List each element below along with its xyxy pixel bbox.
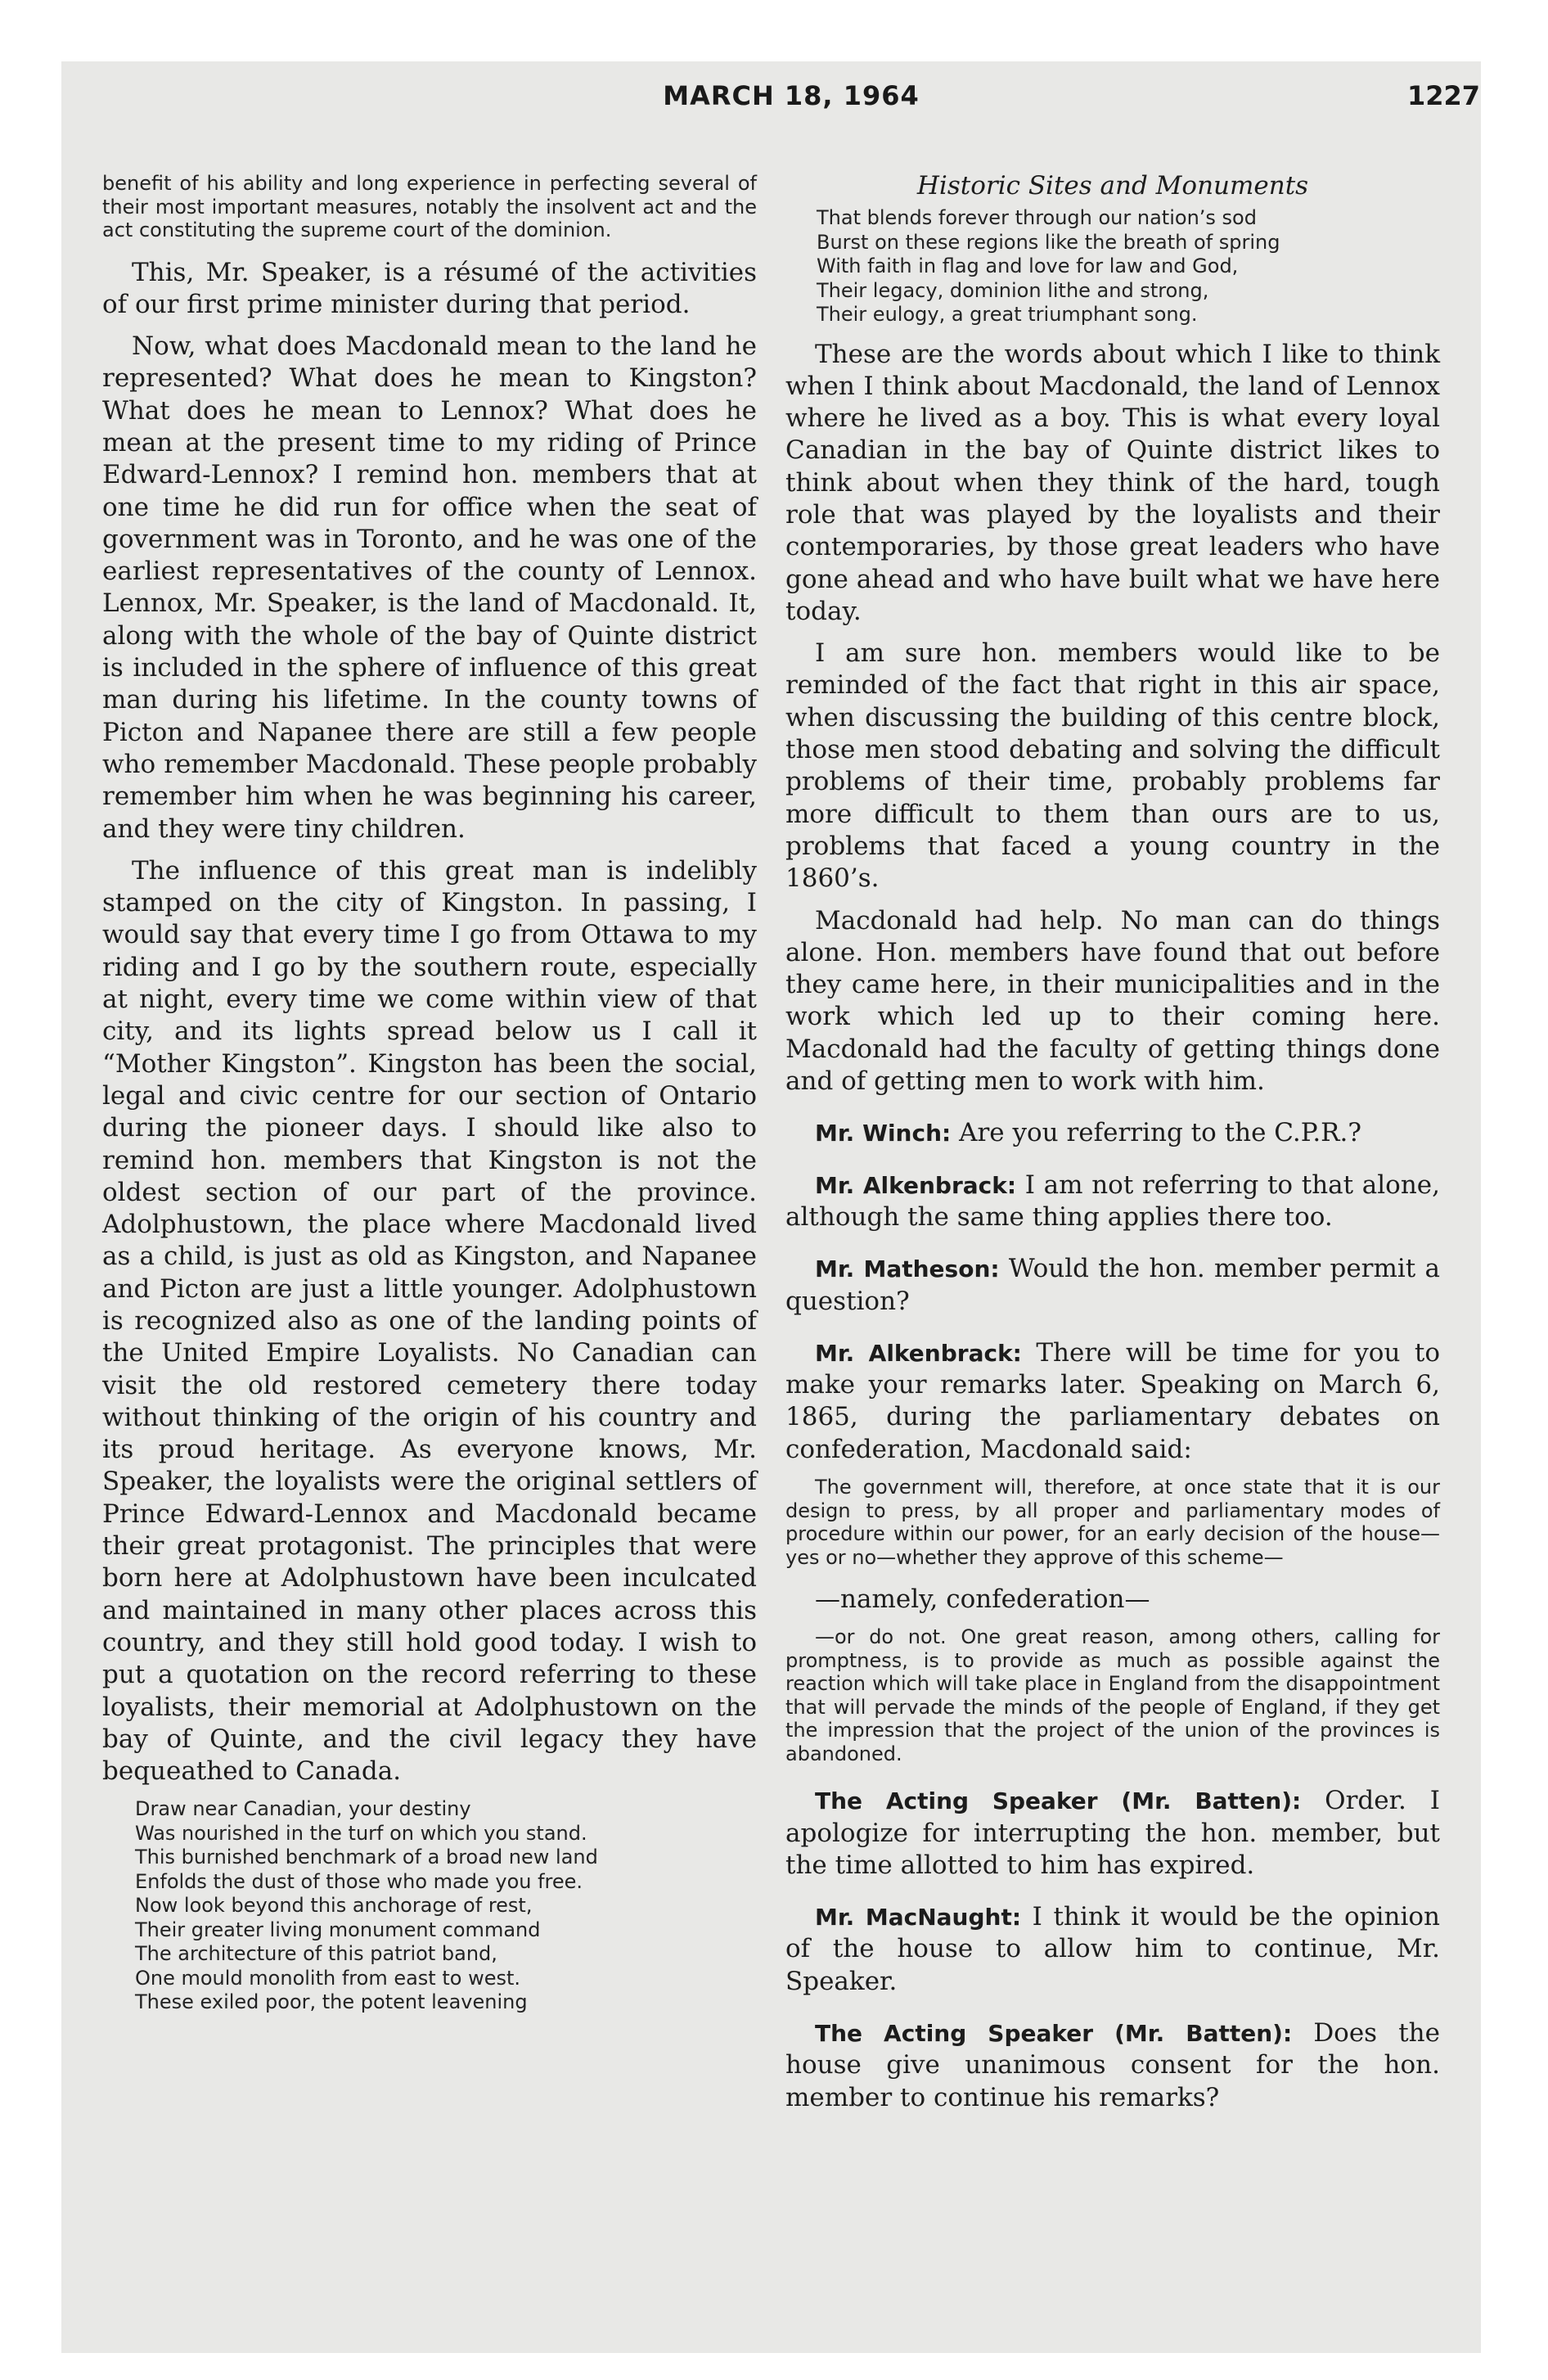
speech-text: Are you referring to the C.P.R.? — [959, 1118, 1361, 1148]
paragraph: I am sure hon. members would like to be reminded of the fact that right in this air space, when discussing the building of this centre block, those men stood debating and solving the difficult problems of their time, probably problems far more difficult to them than ours are to us, problems that faced a young country in the 1860’s. — [785, 638, 1440, 894]
paragraph: These are the words about which I like to think when I think about Macdonald, the land of Lennox where he lived as a boy. This is what every loyal Canadian in the bay of Quinte district likes to think about when they think of the hard, tough role that was played by the loyalists and their contemporaries, by those great leaders who have gone ahead and who have built what we have here today. — [785, 339, 1440, 626]
continued-paragraph: benefit of his ability and long experience in perfecting several of their most important measures, notably the insolvent act and the act constituting the supreme court of the dominion. — [102, 172, 757, 241]
speaker-name: Mr. Alkenbrack: — [815, 1339, 1022, 1367]
page-date: MARCH 18, 1964 — [663, 80, 920, 111]
poem-line: This burnished benchmark of a broad new land — [135, 1846, 598, 1869]
poem-line: Was nourished in the turf on which you stand. — [135, 1821, 587, 1845]
running-head — [102, 80, 1480, 121]
speech-text: There will be time for you to make your remarks later. Speaking on March 6, 1865, during the parliamentary debates on confederation, Macdonald said: — [785, 1337, 1440, 1464]
speech-text: Order. I apologize for interrupting the hon. member, but the time allotted to him has expired. — [785, 1786, 1440, 1880]
poem-continuation — [785, 206, 1440, 327]
speech-acting-speaker — [785, 2017, 1440, 2114]
speech-winch — [785, 1117, 1440, 1149]
interjection: —namely, confederation— — [815, 1584, 1150, 1614]
speaker-name: Mr. Matheson: — [815, 1255, 1000, 1283]
left-column — [102, 172, 757, 2026]
poem-line: That blends forever through our nation’s sod — [817, 206, 1257, 229]
speech-macnaught — [785, 1901, 1440, 1998]
block-quote: —or do not. One great reason, among others, calling for promptness, is to provide as much as possible against the reaction which will take place in England from the disappointment that will pervade the minds of the people of England, if they get the impression that the project of the union of the provinces is abandoned. — [785, 1625, 1440, 1765]
speech-text: I am not referring to that alone, although the same thing applies there too. — [785, 1170, 1440, 1232]
speaker-name: Mr. Winch: — [815, 1120, 952, 1147]
paragraph: Macdonald had help. No man can do things alone. Hon. members have found that out before they came here, in their municipalities and in the work which led up to their coming here. Macdonald had the faculty of getting things done and of getting men to work with him. — [785, 905, 1440, 1097]
speech-alkenbrack — [785, 1337, 1440, 1466]
paragraph: This, Mr. Speaker, is a résumé of the activities of our first prime minister during that period. — [102, 257, 757, 319]
section-title: Historic Sites and Monuments — [916, 171, 1309, 201]
poem-line: Burst on these regions like the breath of spring — [817, 230, 1280, 254]
poem-line: With faith in flag and love for law and God, — [817, 255, 1239, 277]
paragraph: The influence of this great man is indelibly stamped on the city of Kingston. In passing, I would say that every time I go from Ottawa to my riding and I go by the southern route, especially at night, every time we come within view of that city, and its lights spread below us I call it “Mother Kingston”. Kingston has been the social, legal and civic centre for our section of Ontario during the pioneer days. I should like also to remind hon. members that Kingston is not the oldest section of our part of the province. Adolphustown, the place where Macdonald lived as a child, is just as old as Kingston, and Napanee and Picton are just a little younger. Adolphustown is recognized also as one of the landing points of the United Empire Loyalists. No Canadian can visit the old restored cemetery there today without thinking of the origin of his country and its proud heritage. As everyone knows, Mr. Speaker, the loyalists were the original settlers of Prince Edward-Lennox and Macdonald became their great protagonist. The principles that were born here at Adolphustown have been inculcated and maintained in many other places across this country, and they still hold good today. I wish to put a quotation on the record referring to these loyalists, their memorial at Adolphustown on the bay of Quinte, and the civil legacy they have bequeathed to Canada. — [102, 855, 757, 1787]
poem-line: Their legacy, dominion lithe and strong, — [817, 278, 1209, 302]
poem-line: These exiled poor, the potent leavening — [135, 1990, 528, 2014]
page-number: 1227 — [1406, 80, 1480, 111]
poem-line: Their greater living monument command — [135, 1918, 541, 1941]
speaker-name: The Acting Speaker (Mr. Batten): — [815, 1787, 1302, 1815]
poem-line: The architecture of this patriot band, — [135, 1942, 497, 1966]
speech-text: I think it would be the opinion of the house to allow him to continue, Mr. Speaker. — [785, 1902, 1440, 1996]
poem-line: Now look beyond this anchorage of rest, — [135, 1894, 533, 1918]
paragraph: Now, what does Macdonald mean to the land he represented? What does he mean to Kingston? What does he mean to Lennox? What does he mean at the present time to my riding of Prince Edward-Lennox? I remind hon. members that at one time he did run for office when the seat of government was in Toronto, and he was one of the earliest representatives of the county of Lennox. Lennox, Mr. Speaker, is the land of Macdonald. It, along with the whole of the bay of Quinte district is included in the sphere of influence of this great man during his lifetime. In the county towns of Picton and Napanee there are still a few people who remember Macdonald. These people probably remember him when he was beginning his career, and they were tiny children. — [102, 331, 757, 844]
speech-text: Does the house give unanimous consent for the hon. member to continue his remarks? — [785, 2018, 1440, 2112]
block-quote: The government will, therefore, at once state that it is our design to press, by all proper and parliamentary modes of procedure within our power, for an early decision of the house—yes or no—whether they approve of this scheme— — [785, 1476, 1440, 1569]
poem-line: One mould monolith from east to west. — [135, 1966, 520, 1990]
speech-alkenbrack — [785, 1170, 1440, 1234]
poem-excerpt — [102, 1797, 757, 2015]
poem-line: Their eulogy, a great triumphant song. — [817, 303, 1198, 326]
speaker-name: Mr. Alkenbrack: — [815, 1171, 1017, 1199]
speaker-name: The Acting Speaker (Mr. Batten): — [815, 2020, 1293, 2048]
poem-line: Enfolds the dust of those who made you free. — [135, 1869, 583, 1893]
poem-line: Draw near Canadian, your destiny — [135, 1797, 471, 1821]
right-column — [785, 172, 1440, 2124]
speaker-name: Mr. MacNaught: — [815, 1904, 1022, 1931]
speech-text: Would the hon. member permit a question? — [785, 1254, 1440, 1316]
speech-matheson — [785, 1253, 1440, 1318]
speech-acting-speaker — [785, 1785, 1440, 1882]
